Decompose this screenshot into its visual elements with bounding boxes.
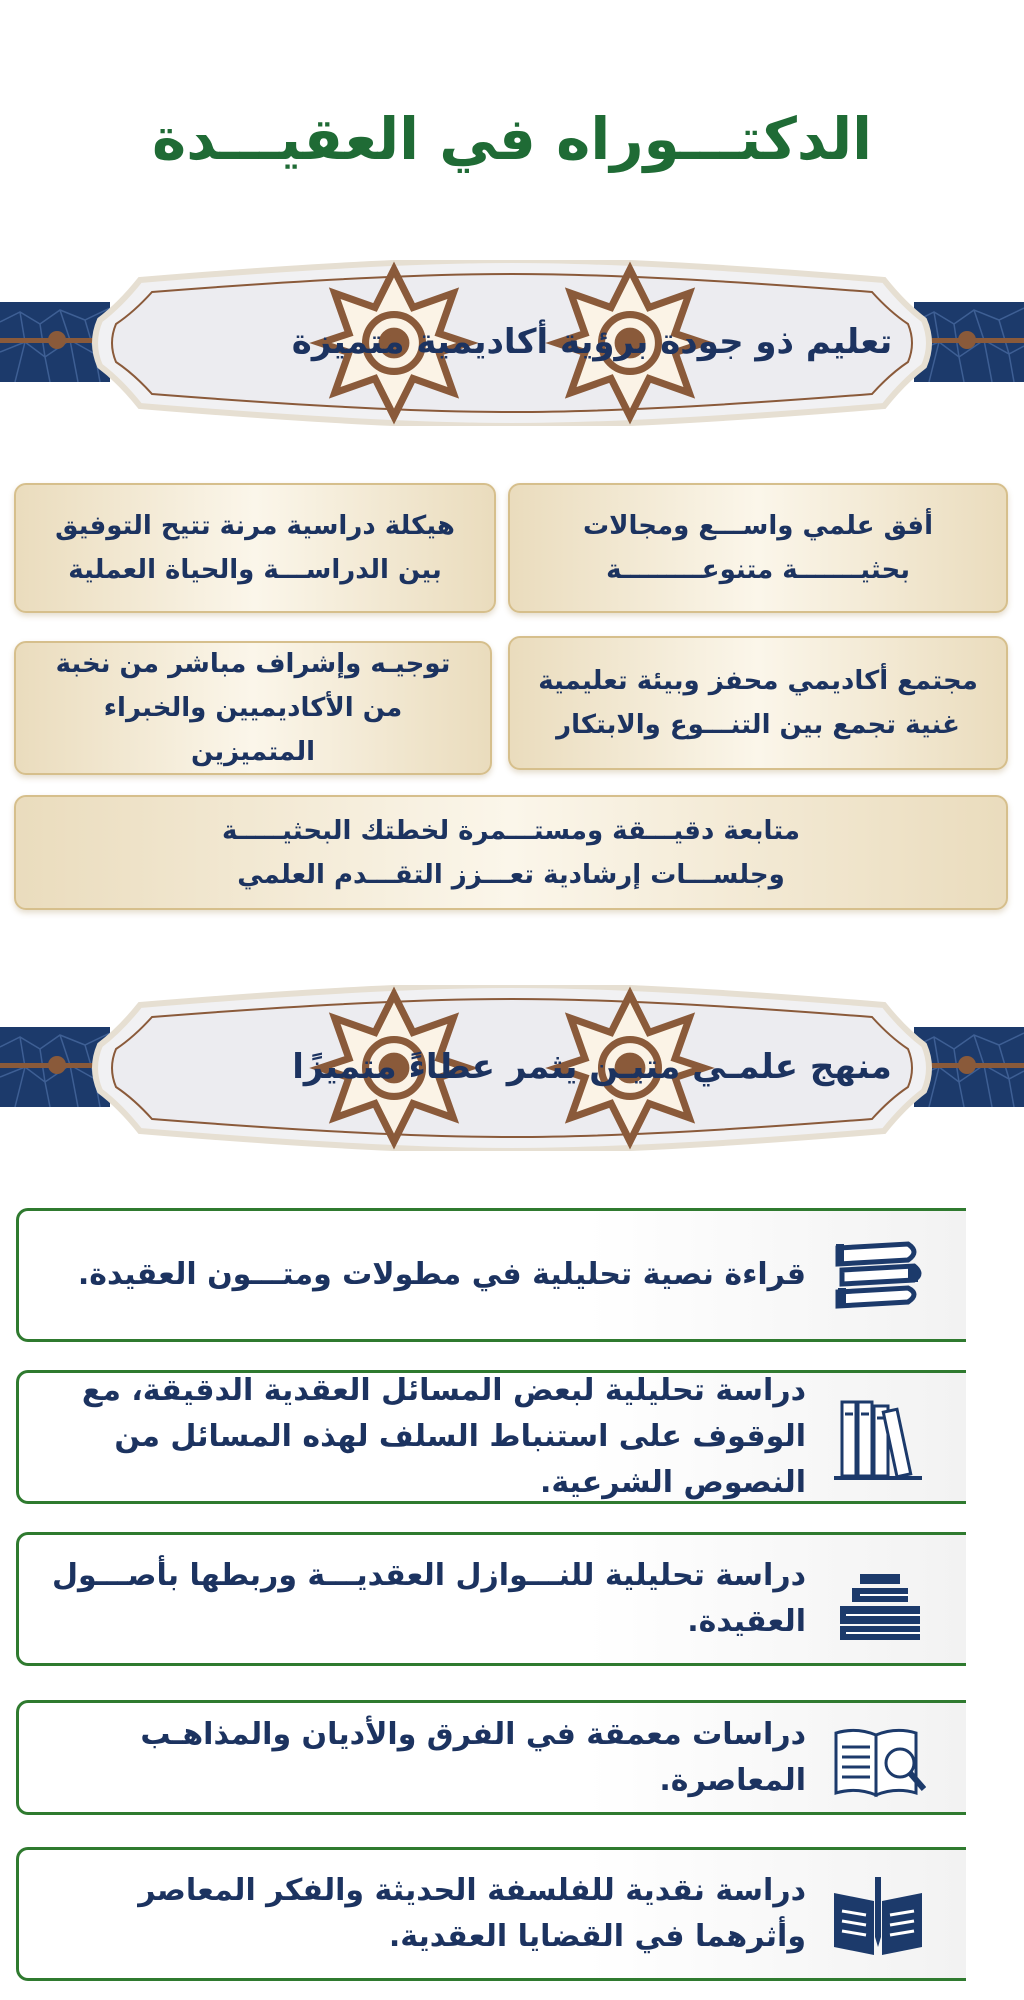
page-title: الدكتـــوراه في العقيـــدة (152, 105, 872, 173)
section-heading: منهج علمـي متيـن يثمر عطاءً متميزًا (292, 1047, 892, 1087)
curriculum-item (16, 1847, 966, 1981)
curriculum-item-text: دراسة نقدية للفلسفة الحديثة والفكر المعاصر وأثرهما في القضايا العقدية. (138, 1873, 806, 1954)
card-line: وجلســـات إرشادية تعـــزز التقـــدم العلمي (237, 859, 785, 890)
curriculum-item (16, 1370, 966, 1504)
feature-card (508, 636, 1008, 770)
card-line: مجتمع أكاديمي محفز وبيئة تعليمية (538, 666, 978, 696)
book-pile-icon (830, 1554, 926, 1650)
feature-card (508, 483, 1008, 613)
curriculum-item-text: دراسة تحليلية للنـــوازل العقديـــة وربطها بأصـــول العقيدة. (51, 1558, 806, 1639)
curriculum-item (16, 1700, 966, 1815)
books-stack-icon (830, 1230, 926, 1326)
curriculum-item-text: دراسة تحليلية لبعض المسائل العقدية الدقيقة، مع الوقوف على استنباط السلف لهذه المسائل من النصوص الشرعية. (81, 1373, 806, 1500)
banner-plate (80, 260, 944, 426)
feature-card-wide (14, 795, 1008, 910)
banner-plate (80, 985, 944, 1151)
card-line: أفق علمي واســـع ومجالات (583, 511, 933, 541)
section-banner-quality (0, 260, 1024, 440)
card-line: بين الدراســـة والحياة العملية (68, 555, 442, 585)
section-heading: تعليم ذو جودة برؤية أكاديمية متميزة (291, 322, 893, 362)
book-magnifier-icon (830, 1713, 926, 1809)
card-line: متابعة دقيـــقة ومستـــمرة لخطتك البحثيـــــة (221, 815, 801, 846)
card-line: هيكلة دراسية مرنة تتيح التوفيق (55, 511, 455, 541)
open-book-pen-icon (830, 1869, 926, 1965)
curriculum-item (16, 1532, 966, 1666)
bookshelf-icon (830, 1392, 926, 1488)
curriculum-item-text: دراسات معمقة في الفرق والأديان والمذاهـب المعاصرة. (140, 1716, 806, 1798)
card-line: غنية تجمع بين التنـــوع والابتكار (556, 710, 960, 740)
feature-card (14, 483, 496, 613)
curriculum-item (16, 1208, 966, 1342)
feature-card (14, 641, 492, 775)
card-line: بحثيـــــــة متنوعـــــــــة (606, 555, 910, 585)
card-line: من الأكاديميين والخبراء المتميزين (103, 693, 403, 767)
curriculum-item-text: قراءة نصية تحليلية في مطولات ومتـــون العقيدة. (77, 1257, 806, 1292)
card-line: توجيـه وإشراف مباشر من نخبة (55, 649, 451, 679)
section-banner-curriculum (0, 985, 1024, 1165)
